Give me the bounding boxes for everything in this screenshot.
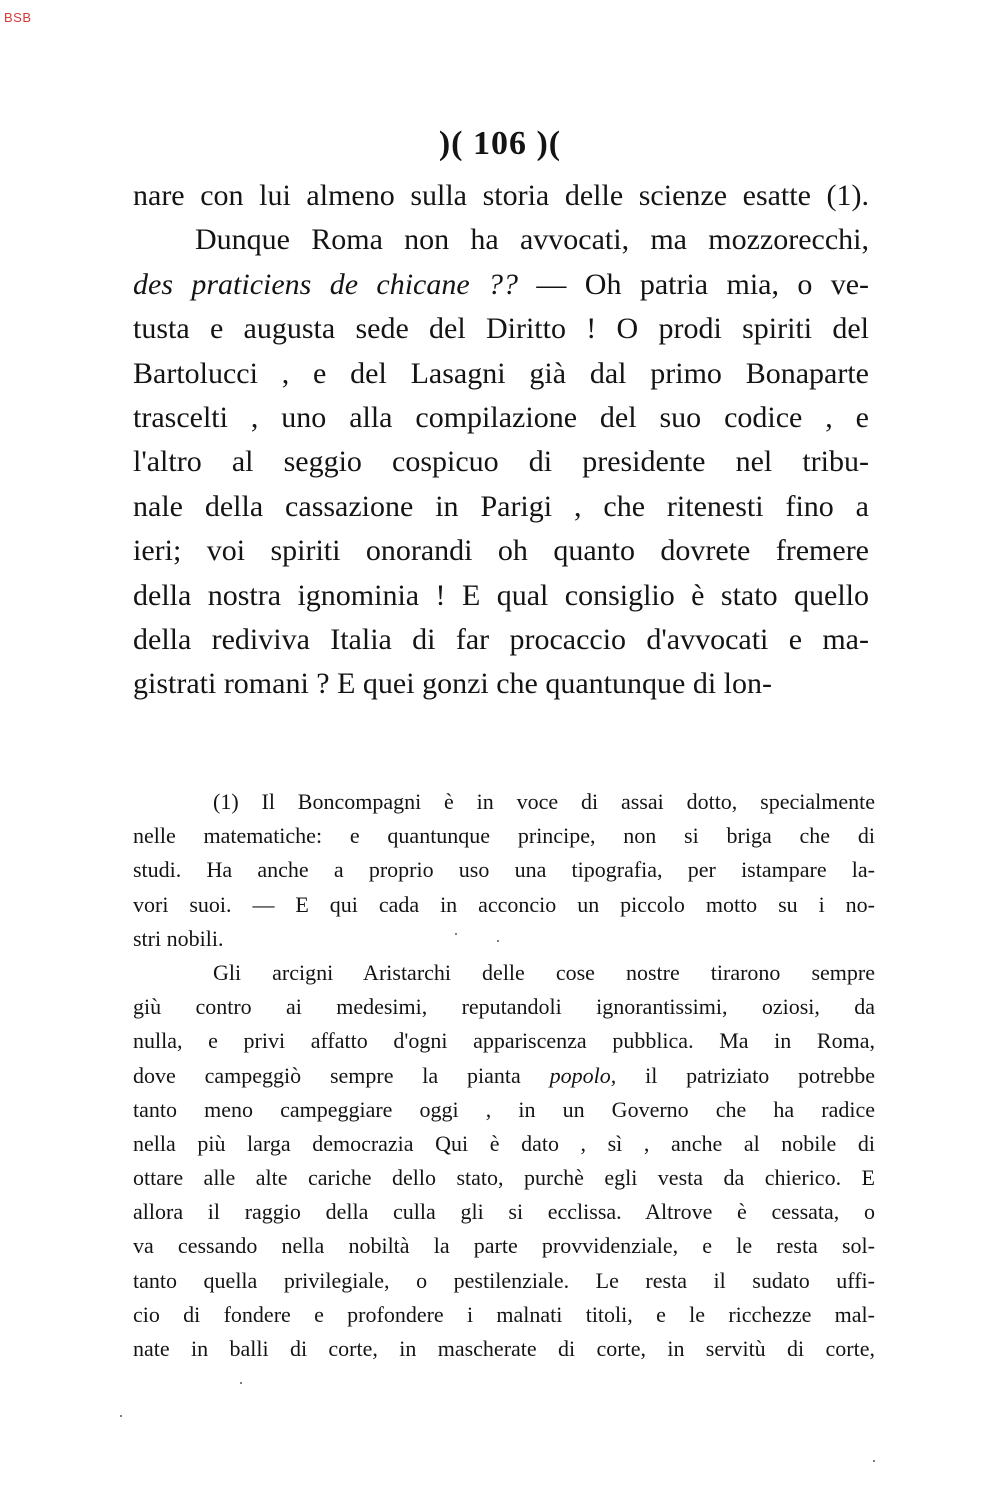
footnote bbox=[133, 785, 875, 1366]
scan-speck bbox=[120, 1415, 122, 1417]
text-line: nale della cassazione in Parigi , che ritenesti fino a bbox=[133, 489, 869, 523]
text-line: l'altro al seggio cospicuo di presidente nel tribu- bbox=[133, 445, 869, 479]
footnote-line: tanto quella privilegiale, o pestilenziale. Le resta il sudato uffi- bbox=[133, 1267, 875, 1293]
library-stamp: BSB bbox=[4, 10, 32, 25]
footnote-line: studi. Ha anche a proprio uso una tipografia, per istampare la- bbox=[133, 857, 875, 883]
footnote-line: stri nobili. bbox=[133, 925, 224, 951]
footnote-line: nella più larga democrazia Qui è dato , sì , anche al nobile di bbox=[133, 1130, 875, 1156]
text-line: nare con lui almeno sulla storia delle scienze esatte (1). bbox=[133, 179, 869, 212]
footnote-line: ottare alle alte cariche dello stato, purchè egli vesta da chierico. E bbox=[133, 1165, 875, 1191]
footnote-line: va cessando nella nobiltà la parte provvidenziale, e le resta sol- bbox=[133, 1233, 875, 1259]
text-line: gistrati romani ? E quei gonzi che quantunque di lon- bbox=[133, 667, 772, 701]
footnote-line: giù contro ai medesimi, reputandoli ignorantissimi, oziosi, da bbox=[133, 994, 875, 1020]
footnote-line: nelle matematiche: e quantunque principe, non si briga che di bbox=[133, 823, 875, 849]
text-line: tusta e augusta sede del Diritto ! O prodi spiriti del bbox=[133, 312, 869, 346]
main-text bbox=[133, 174, 869, 707]
footnote-line: allora il raggio della culla gli si ecclissa. Altrove è cessata, o bbox=[133, 1199, 875, 1225]
text-fragment: dove campeggiò sempre la pianta bbox=[133, 1062, 521, 1088]
text-line: della nostra ignominia ! E qual consiglio è stato quello bbox=[133, 578, 869, 612]
text-fragment: il patriziato potrebbe bbox=[645, 1062, 875, 1088]
footnote-line bbox=[133, 1059, 875, 1093]
text-line: Dunque Roma non ha avvocati, ma mozzorecchi, bbox=[195, 223, 869, 257]
page-number: )( 106 )( bbox=[438, 125, 562, 162]
text-line: della rediviva Italia di far procaccio d'avvocati e ma- bbox=[133, 622, 869, 656]
text-line: Bartolucci , e del Lasagni già dal primo Bonaparte bbox=[133, 356, 869, 390]
text-fragment: — Oh patria mia, o ve- bbox=[536, 267, 869, 301]
footnote-line: tanto meno campeggiare oggi , in un Governo che ha radice bbox=[133, 1096, 875, 1122]
scan-speck bbox=[873, 1460, 875, 1462]
text-line: ieri; voi spiriti onorandi oh quanto dovrete fremere bbox=[133, 534, 869, 568]
scan-speck bbox=[240, 1382, 242, 1384]
italic-word: popolo, bbox=[549, 1062, 617, 1088]
italic-phrase: des praticiens de chicane ?? bbox=[133, 267, 519, 301]
footnote-line: (1) Il Boncompagni è in voce di assai dotto, specialmente bbox=[213, 789, 875, 814]
footnote-line: vori suoi. — E qui cada in acconcio un piccolo motto su i no- bbox=[133, 891, 875, 917]
footnote-line: Gli arcigni Aristarchi delle cose nostre tirarono sempre bbox=[213, 959, 875, 985]
text-line: trascelti , uno alla compilazione del suo codice , e bbox=[133, 400, 869, 434]
text-line bbox=[133, 263, 869, 307]
footnote-line: nate in balli di corte, in mascherate di corte, in servitù di corte, bbox=[133, 1336, 875, 1361]
footnote-line: nulla, e privi affatto d'ogni appariscenza pubblica. Ma in Roma, bbox=[133, 1028, 875, 1054]
scan-speck bbox=[455, 933, 457, 935]
scan-speck bbox=[497, 940, 499, 942]
footnote-line: cio di fondere e profondere i malnati titoli, e le ricchezze mal- bbox=[133, 1301, 875, 1327]
